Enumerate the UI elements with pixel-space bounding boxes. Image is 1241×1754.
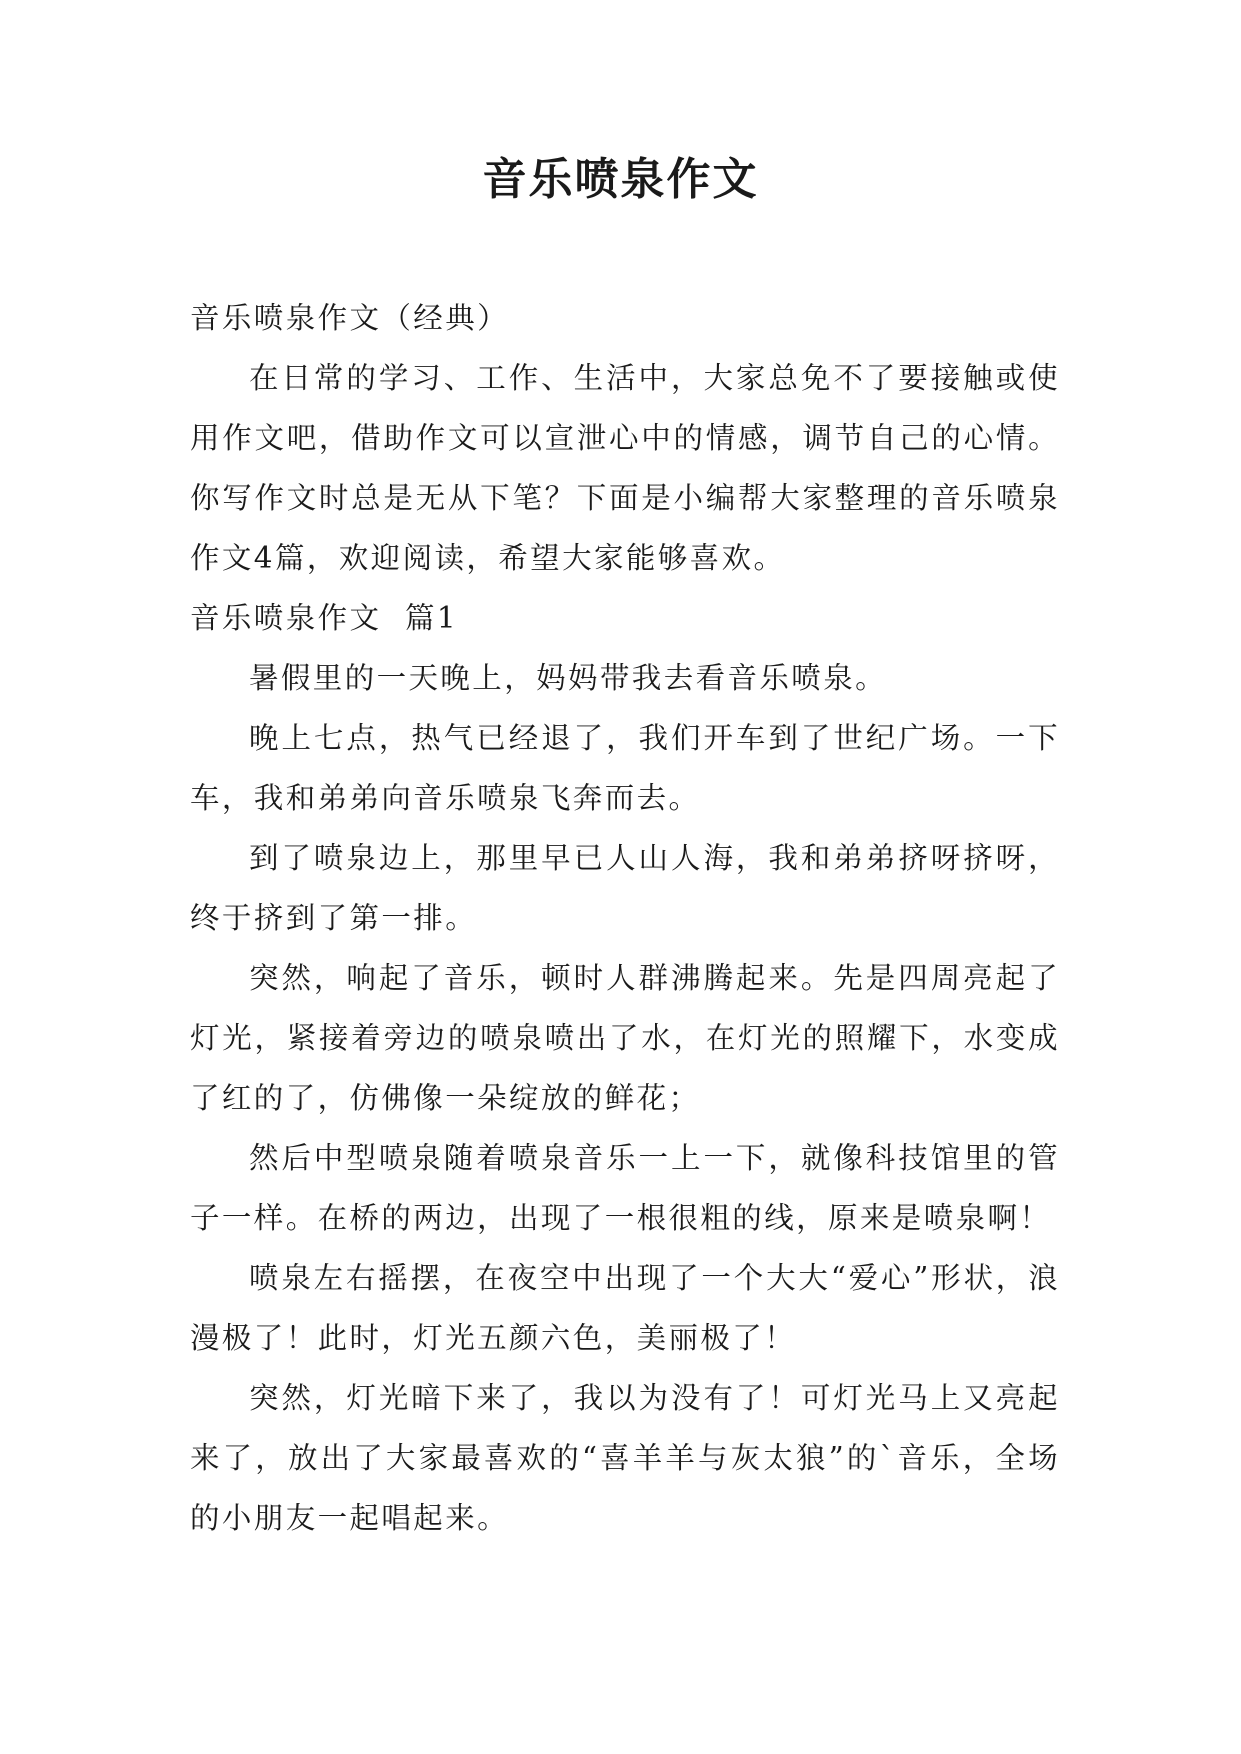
body-paragraph: 暑假里的一天晚上，妈妈带我去看音乐喷泉。 [249, 661, 888, 695]
body-paragraph: 到了喷泉边上，那里早已人山人海，我和弟弟挤呀挤呀，终于挤到了第一排。 [190, 841, 1060, 935]
intro-paragraph: 在日常的学习、工作、生活中，大家总免不了要接触或使用作文吧，借助作文可以宣泄心中的情感，调节自己的心情。你写作文时总是无从下笔？下面是小编帮大家整理的音乐喷泉作文4篇，欢迎阅读，希望大家能够喜欢。 [190, 361, 1060, 575]
document-title: 音乐喷泉作文 [482, 154, 759, 205]
document-body [190, 288, 1060, 1548]
body-paragraph: 突然，响起了音乐，顿时人群沸腾起来。先是四周亮起了灯光，紧接着旁边的喷泉喷出了水，在灯光的照耀下，水变成了红的了，仿佛像一朵绽放的鲜花； [190, 961, 1060, 1115]
body-paragraph: 喷泉左右摇摆，在夜空中出现了一个大大“爱心”形状，浪漫极了！此时，灯光五颜六色，美丽极了！ [190, 1261, 1060, 1355]
document-subtitle: 音乐喷泉作文（经典） [190, 301, 510, 335]
body-paragraph: 晚上七点，热气已经退了，我们开车到了世纪广场。一下车，我和弟弟向音乐喷泉飞奔而去。 [190, 721, 1060, 815]
section-heading: 音乐喷泉作文 篇1 [190, 601, 459, 635]
body-paragraph: 突然，灯光暗下来了，我以为没有了！可灯光马上又亮起来了，放出了大家最喜欢的“喜羊羊与灰太狼”的`音乐，全场的小朋友一起唱起来。 [190, 1381, 1060, 1535]
body-paragraph: 然后中型喷泉随着喷泉音乐一上一下，就像科技馆里的管子一样。在桥的两边，出现了一根很粗的线，原来是喷泉啊！ [190, 1141, 1060, 1235]
